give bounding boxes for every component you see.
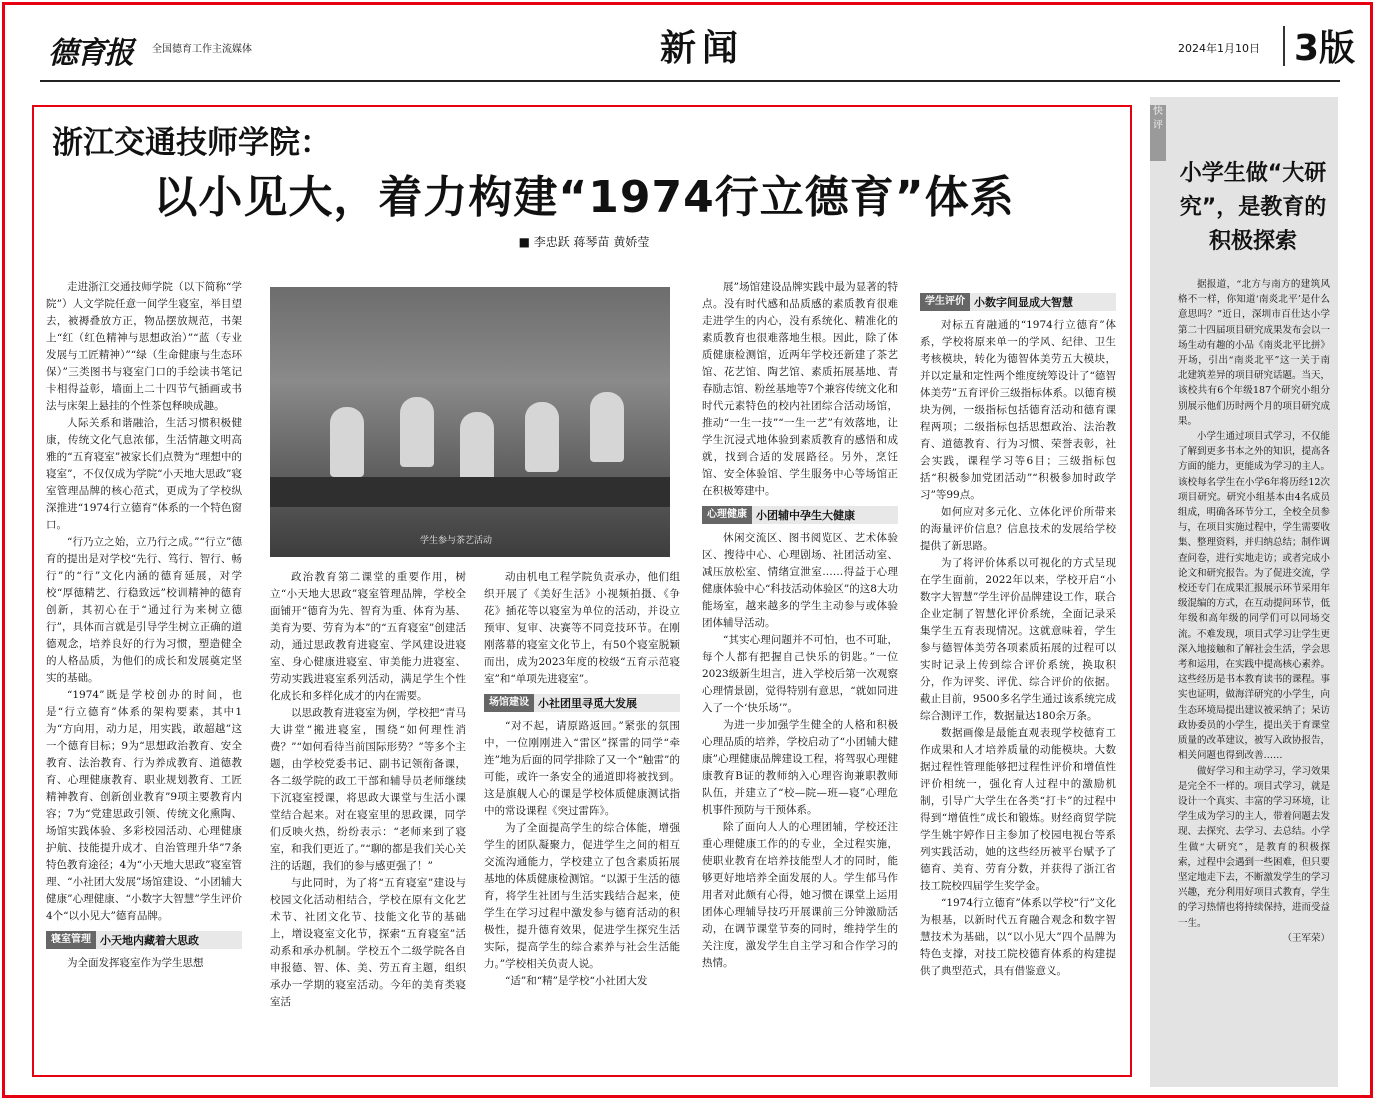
paragraph: 为了将评价体系以可视化的方式呈现在学生面前，2022年以来，学校开启“小数字大智慧”学生评价品牌建设工作，联合企业定制了智慧化评价系统，全面记录采集学生五育表现情况。这就意味着，学生参与德智体美劳各项素质拓展的过程可以实时记录上传到综合评价系统，换取积分，作为评奖、评优、综合评价的依据。截止目前，9500多名学生通过该系统完成综合测评工作，数据量达180余万条。 — [920, 557, 1116, 722]
paragraph: 据报道，“北方与南方的建筑风格不一样，你知道‘南炎北平’是什么意思吗？”近日，深圳市百仕达小学第二十四届项目研究成果发布会以一场生动有趣的小品《南炎北平比拼》开场，引出“南炎北平”这一关于南北建筑差异的项目研究话题。当天，该校共有6个年级187个研究小组分别展示他们历时两个月的项目研究成果。 — [1178, 279, 1330, 427]
paragraph: 人际关系和谐融洽，生活习惯积极健康，传统文化气息浓郁，生活情趣文明高雅的“五育寝室”被家长们点赞为“理想中的寝室”，不仅仅成为学院“小天地大思政”寝室管理品牌的核心范式，更成为了学校纵深推进“1974行立德育”体系的一个特色窗口。 — [46, 417, 242, 531]
sidebar-body — [1178, 277, 1330, 1087]
paragraph: “行乃立之始，立乃行之成。”“行立”德育的提出是对学校“先行、笃行、智行、畅行”的“行”文化内涵的德育延展，对学校“厚德精艺、行稳致远”校训精神的德育创新，其初心在于“通过行为来树立德行”，具体而言就是引导学生树立正确的道德观念，培养良好的行为习惯，塑造健全的人格品质，为他们的成长和发展奠定坚实的基础。 — [46, 536, 242, 684]
paragraph: 为了全面提高学生的综合体能，增强学生的团队凝聚力，促进学生之间的相互交流沟通能力，学校建立了包含素质拓展基地的体质健康检测馆。“以源于生活的德育，将学生社团与生活实践结合起来，使学生在学习过程中激发参与德育活动的积极性，提升德育效果，促进学生探究生活实际，提高学生的综合素养与社会生活能力。”学校相关负责人说。 — [484, 822, 680, 970]
subheading-title: 小团辅中孕生大健康 — [756, 508, 855, 522]
header-rule — [40, 80, 1340, 82]
photo-figure — [460, 412, 494, 482]
paragraph: 除了面向人人的心理团辅，学校还注重心理健康工作的的专业，全过程实施，使职业教育在培养技能型人才的同时，能够更好地培养全面发展的人。学生郁马作用者对此颇有心得，她习惯在课堂上运用团体心理辅导技巧开展课前三分钟激励活动，在调节课堂节奏的同时，维持学生的关注度，激发学生自主学习和合作学习的热情。 — [702, 821, 898, 969]
paragraph: “其实心理问题并不可怕，也不可耻，每个人都有把握自己快乐的钥匙。”一位2023级新生坦言，进入学校后第一次观察心理情景剧，觉得特别有意思，“就如同进入了一个‘快乐场’”。 — [702, 634, 898, 714]
paragraph: 与此同时，为了将“五育寝室”建设与校园文化活动相结合，学校在原有文化艺术节、社团文化节、技能文化节的基础上，增设寝室文化节，探索“五育寝室”活动系和承办机制。学校五个二级学院各自申报德、智、体、美、劳五育主题，组织承办一学期的寝室活动。今年的美育类寝室活 — [270, 877, 466, 1008]
paragraph: “1974行立德育”体系以学校“行”文化为根基，以新时代五育融合观念和数字智慧技术为基础，以“以小见大”四个品牌为特色支撑，对技工院校德育体系的构建提供了典型范式，具有借鉴意义。 — [920, 897, 1116, 977]
masthead-logo: 德育报 — [48, 36, 132, 71]
section-title: 新闻 — [660, 27, 745, 69]
paragraph: 如何应对多元化、立体化评价所带来的海量评价信息？信息技术的发展给学校提供了新思路。 — [920, 506, 1116, 552]
paragraph: 展”场馆建设品牌实践中最为显著的特点。没有时代感和品质感的素质教育很难走进学生的内心，没有系统化、精准化的素质教育也很难落地生根。因此，除了体质健康检测馆，近两年学校还新建了茶艺馆、花艺馆、陶艺馆、素质拓展基地、青春励志馆、粉丝基地等7个兼容传统文化和时代元素特色的校内社团综合活动场馆，推动“一生一技”“一生一艺”有效落地，让学生沉浸式地体验到素质教育的感悟和成就，找到合适的发展路径。另外，烹饪馆、安全体验馆、学生服务中心等场馆正在积极筹建中。 — [702, 281, 898, 497]
paragraph: 走进浙江交通技师学院（以下简称“学院”）人文学院任意一间学生寝室，举目望去，被褥叠放方正，物品摆放规范，书架上“红（红色精神与思想政治）”“蓝（专业发展与工匠精神）”“绿（生命健康与生态环保）”三类图书与寝室门口的手绘读书笔记卡相得益彰，墙面上二十四节气插画或书法与床架上悬挂的个性茶包释映成趣。 — [46, 281, 242, 412]
sidebar-title: 小学生做“大研究”，是教育的积极探索 — [1179, 161, 1327, 254]
subheading-tag: 寝室管理 — [46, 931, 96, 949]
article-byline: ■ 李忠跃 蒋琴苗 黄娇莹 — [518, 235, 650, 249]
article-column-5 — [920, 287, 1116, 1069]
article-headline: 以小见大，着力构建“1974行立德育”体系 — [153, 172, 1015, 223]
paragraph: “对不起，请原路返回。”紧张的氛围中，一位刚刚进入“雷区”探雷的同学“牵连”地为后面的同学排除了又一个“触雷”的可能，或许一条安全的通道即将被找到。这是旗舰人心的课是学校体质健康测试指中的常设课程《突过雷阵》。 — [484, 720, 680, 817]
paragraph: 政治教育第二课堂的重要作用，树立“小天地大思政”寝室管理品牌，学校全面铺开“德育为先、智育为重、体育为基、美育为要、劳育为本”的“五育寝室”创建活动，通过思政教育进寝室、学风建设进寝室、身心健康进寝室、审美能力进寝室、劳动实践进寝室系列活动，满足学生个性化成长和多样化成才的内在需要。 — [270, 571, 466, 702]
paragraph: 对标五育融通的“1974行立德育”体系，学校将原来单一的学风、纪律、卫生考核模块，转化为德智体美劳五大模块，并以定量和定性两个维度统筹设计了“德智体美劳”五育评价三级指标体系。以德育模块为例，一级指标包括德育活动和德育课程两项；二级指标包括思想政治、法治教育、道德教育、行为习惯、荣誉表彰，社会实践，课程学习等6目；三级指标包括“积极参加党团活动”“积极参加时政学习”等99点。 — [920, 319, 1116, 501]
subheading-title: 小天地内藏着大思政 — [100, 933, 199, 947]
article-column-2 — [270, 569, 466, 1069]
photo-figure — [590, 392, 624, 462]
photo-figure — [400, 397, 434, 467]
sidebar-tab: 快评 — [1150, 105, 1166, 161]
subheading-evaluation — [920, 293, 1116, 311]
article-column-1 — [46, 279, 242, 1069]
paragraph: 休闲交流区、图书阅览区、艺术体验区、搜待中心、心理剧场、社团活动室、减压放松室、情绪宣泄室……得益于心理健康体验中心“科技活动体验区”的这8大功能场室，越来越多的学生主动参与或体验团体辅导活动。 — [702, 532, 898, 629]
page-number: 3版 — [1294, 28, 1356, 69]
paragraph: 为全面发挥寝室作为学生思想 — [67, 957, 204, 969]
paragraph: “适”和“精”是学校“小社团大发 — [505, 975, 648, 987]
issue-date: 2024年1月10日 — [1178, 42, 1260, 55]
paragraph: 小学生通过项目式学习，不仅能了解到更多书本之外的知识，提高各方面的能力，更能成为学习的主人。该校每名学生在小学6年将历经12次项目研究。研究小组基本由4名成员组成，明确各环节分工，全校全员参与，在项目实施过程中，学生需要收集、整理资料，并归纳总结；制作调查问卷，进行实地走访；或者完成小论文和研究报告。为了促进交流，学校还专门在成果汇报展示环节采用年级混编的方式，在互动提问环节，低年级和高年级的同学们可以同场交流。不难发现，项目式学习让学生更深入地接触和了解社会生活，学会思考和运用，在实践中提高核心素养。这些经历是书本教育读书的课程。事实也证明，做海洋研究的小学生，向生态环境局提出建议被采纳了；呆访政协委员的小学生，提出关于育课堂质量的改革建议，被写入政协报告，相关问题也得到改善…… — [1178, 431, 1330, 762]
subheading-tag: 心理健康 — [702, 506, 752, 524]
subheading-tag: 学生评价 — [920, 293, 970, 311]
photo-table — [270, 477, 670, 507]
subheading-venue — [484, 694, 680, 712]
main-article — [32, 105, 1132, 1077]
paragraph: 做好学习和主动学习，学习效果是完全不一样的。项目式学习，就是设计一个真实、丰富的学习环境，让学生成为学习的主人，带着问题去发现、去探究、去学习、去总结。小学生做“大研究”，是教育的积极探索，过程中会遇到一些困难，但只要坚定地走下去，不断激发学生的学习兴趣，充分利用好项目式教育，学生的学习热情也将持续保持，进而受益一生。 — [1178, 765, 1330, 929]
commentary-sidebar — [1150, 97, 1338, 1087]
paragraph: 动由机电工程学院负责承办，他们组织开展了《美好生活》小视频拍摄、《争花》插花等以寝室为单位的活动，并设立预审、复审、决赛等不同竞技环节。在刚刚落幕的寝室文化节上，有50个寝室脱颖而出，成为2023年度的校级“五育示范寝室”和“单项先进寝室”。 — [484, 571, 680, 685]
subheading-mental — [702, 506, 898, 524]
photo-figure — [525, 402, 559, 472]
photo-caption: 学生参与茶艺活动 — [420, 536, 493, 546]
sidebar-author: （王军荣） — [1282, 932, 1330, 944]
paragraph: 为进一步加强学生健全的人格和积极心理品质的培养，学校启动了“小团辅大健康”心理健康品牌建设工程，将驾驭心理健康教育B证的教师纳入心理咨询兼职教师队伍，并建立了“校—院—班—寝”心理危机事件预防与干预体系。 — [702, 719, 898, 816]
masthead — [40, 18, 1370, 74]
photo-figure — [330, 407, 364, 477]
header-divider — [1283, 26, 1285, 66]
subheading-title: 小社团里寻觅大发展 — [538, 696, 637, 710]
paragraph: 数据画像是最能直观表现学校德育工作成果和人才培养质量的动能模块。大数据过程性管理能够把过程性评价和增值性评价相统一，强化育人过程中的激励机制，引导广大学生在各类“打卡”的过程中得到“增值性”成长和锻炼。财经商贸学院学生姚宇婷作日主参加了校园电视台等系列实践活动，她的这些经历被平台赋予了德育、美育、劳育分数，并获得了浙江省技工院校四届学生奖学金。 — [920, 727, 1116, 892]
paragraph: 以思政教育进寝室为例，学校把“青马大讲堂”搬进寝室，围绕“如何理性消费？”“如何看待当前国际形势？”等多个主题，由学校党委书记、副书记领衔备课，各二级学院的政工干部和辅导员老师继续下沉寝室授课，将思政大课堂与生活小课堂结合起来。对在寝室里的思政课，同学们反映火热，纷纷表示：“老师来到了寝室，和我们更近了。”“聊的都是我们关心关注的话题，我们的参与感更强了！” — [270, 707, 466, 872]
paragraph: “1974”既是学校创办的时间，也是“行立德育”体系的架构要素，其中1为“方向用，动力足，用实践，敢超越”这一个德育目标；9为“思想政治教育、安全教育、法治教育、行为养成教育、道德教育、心理健康教育、职业规划教育、工匠精神教育、创新创业教育”9项主要教育内容；7为“党建思政引领、传统文化熏陶、场馆实践体验、多彩校园活动、心理健康护航、技能提升成才、自治管理升华”7条特色教育途径；4为“小天地大思政”寝室管理、“小社团大发展”场馆建设、“小团辅大健康”心理健康、“小数字大智慧”学生评价4个“以小见大”德育品牌。 — [46, 689, 242, 922]
masthead-tagline: 全国德育工作主流媒体 — [152, 44, 252, 55]
subheading-tag: 场馆建设 — [484, 694, 534, 712]
subheading-title: 小数字间显成大智慧 — [974, 295, 1073, 309]
article-column-4 — [702, 279, 898, 1069]
article-column-3 — [484, 569, 680, 1069]
article-photo — [270, 287, 670, 557]
article-kicker: 浙江交通技师学院： — [52, 125, 331, 161]
subheading-dorm — [46, 931, 242, 949]
